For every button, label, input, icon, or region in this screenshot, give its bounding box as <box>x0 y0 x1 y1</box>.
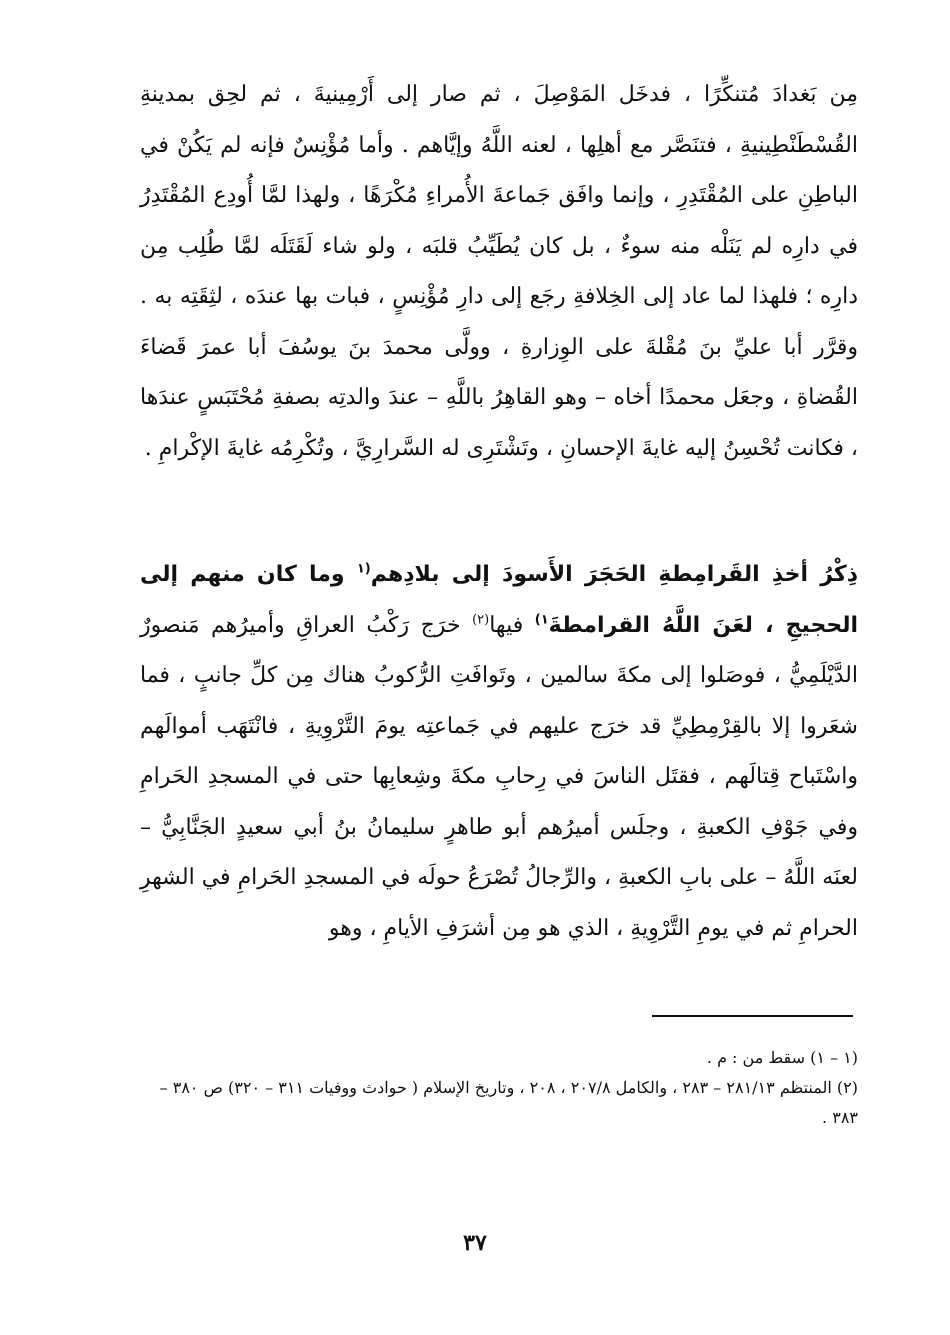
footnote-separator <box>652 1015 853 1017</box>
paragraph-2-lead: فيها <box>489 612 535 638</box>
paragraph-1 <box>140 70 858 474</box>
paragraph-2 <box>140 550 858 954</box>
footnote-marker-2: (٢) <box>472 612 490 628</box>
footnote-marker-1-close: ١) <box>534 612 549 628</box>
paragraph-1-text: مِن بَغدادَ مُتنكِّرًا ، فدخَل المَوْصِلَ ، ثم صار إلى أَرْمِينيةَ ، ثم لحِق بمدينةِ القُسْطَنْطِينيةِ ، فتنَصَّر مع أهلِها ، لعنه اللَّهُ وإيَّاهم . وأما مُؤْنِسٌ فإنه لم يَكُنْ في الباطِنِ على المُقْتَدِرِ ، وإنما وافَق جَماعةَ الأُمراءِ مُكْرَهًا ، ولهذا لمَّا أُودِع المُقْتَدِرُ في دارِه لم يَنَلْه منه سوءٌ ، بل كان يُطَيِّبُ قلبَه ، ولو شاء لَقَتَلَه لمَّا طُلِب مِن دارِه ؛ فلهذا لما عاد إلى الخِلافةِ رجَع إلى دارِ مُؤْنِسٍ ، فبات بها عندَه ، لثِقَتِه به . وقرَّر أبا عليِّ بنَ مُقْلةَ على الوِزارةِ ، وولَّى محمدَ بنَ يوسُفَ أبا عمرَ قَضاءَ القُضاةِ ، وجعَل محمدًا أخاه – وهو القاهِرُ باللَّهِ – عندَ والدتِه بصفةِ مُحْتَبَسٍ عندَها ، فكانت تُحْسِنُ إليه غايةَ الإحسانِ ، وتَشْتَرِى له السَّرارِيَّ ، وتُكْرِمُه غايةَ الإكْرامِ . <box>140 82 858 461</box>
section-heading-continuation: وما كان منهم إلى الحجيجِ ، لعَنَ اللَّهُ القرامطةَ <box>140 562 858 638</box>
footnote-2: (٢) المنتظم ٢٨١/١٣ – ٢٨٣ ، والكامل ٢٠٧/٨ ، ٢٠٨ ، وتاريخ الإسلام ( حوادث ووفيات ٣١١ – ٣٢٠) ص ٣٨٠ – ٣٨٣ . <box>159 1078 858 1127</box>
footnote-marker-1-open: (١ <box>356 561 371 577</box>
section-heading-text: ذِكْرُ أخذِ القَرامِطةِ الحَجَرَ الأَسودَ إلى بلادِهم <box>370 562 858 587</box>
footnote-1: (١ – ١) سقط من : م . <box>706 1048 858 1067</box>
footnotes <box>140 1043 858 1133</box>
page-number: ٣٧ <box>463 1230 487 1256</box>
paragraph-2-text: خرَج رَكْبُ العراقِ وأميرُهم مَنصورٌ الدَّيْلَمِيُّ ، فوصَلوا إلى مكةَ سالمين ، وتَوافَتِ الرُّكوبُ هناك مِن كلِّ جانبٍ ، فما شعَروا إلا بالقِرْمِطِيِّ قد خرَج عليهم في جَماعتِه يومَ التَّرْوِيةِ ، فانْتَهَب أموالَهم واسْتَباح قِتالَهم ، فقتَل الناسَ في رِحابِ مكةَ وشِعابِها حتى في المسجدِ الحَرامِ وفي جَوْفِ الكعبةِ ، وجلَس أميرُهم أبو طاهرٍ سليمانُ بنُ أبي سعيدٍ الجَنَّابِيُّ – لعنَه اللَّهُ – على بابِ الكعبةِ ، والرِّجالُ تُصْرَعُ حولَه في المسجدِ الحَرامِ في الشهرِ الحرامِ ثم في يومِ التَّرْوِيةِ ، الذي هو مِن أشرَفِ الأيامِ ، وهو <box>140 612 858 941</box>
